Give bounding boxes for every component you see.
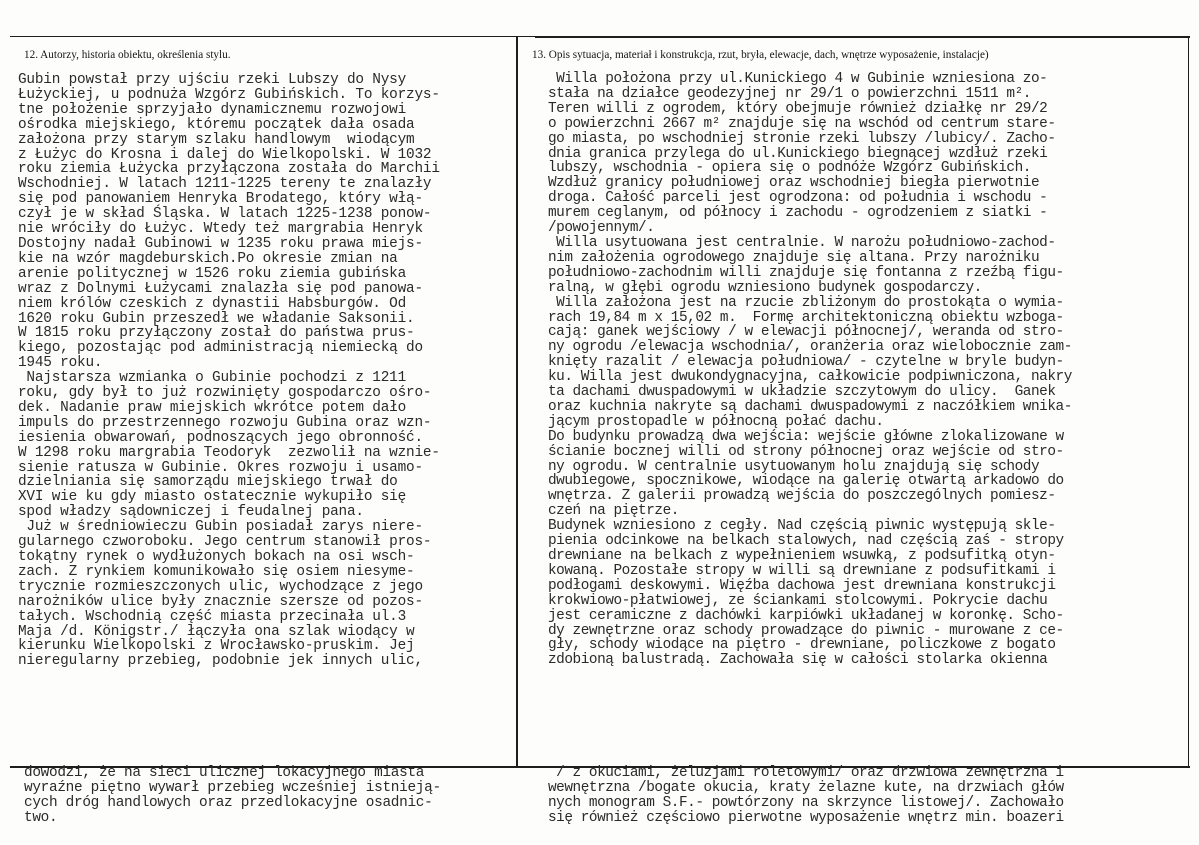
right-frame-line bbox=[1188, 36, 1189, 766]
section-12-title: 12. Autorzy, historia obiektu, określenia stylu. bbox=[24, 49, 231, 61]
section-13-title: 13. Opis sytuacja, materiał i konstrukcja, rzut, bryła, elewacje, dach, wnętrze wyposażenie, instalacje) bbox=[532, 49, 989, 61]
history-text-block: Gubin powstał przy ujściu rzeki Lubszy do Nysy Łużyckiej, u podnuża Wzgórz Gubińskich. To korzys- tne położenie sprzyjało dynamicznemu rozwojowi ośrodka miejskiego, któremu początek dała osada założona przy starym szlaku handlowym wiodącym z Łużyc do Krosna i dalej do Wielkopolski. W 1032 roku ziemia Łużycka przyłączona została do Marchii Wschodniej. W latach 1211-1225 tereny te znalazły się pod panowaniem Henryka Brodatego, który włą- czył je w skład Śląska. W latach 1225-1238 ponow- nie wróciły do Łużyc. Wtedy też margrabia Henryk Dostojny nadał Gubinowi w 1235 roku prawa miejs- kie na wzór magdeburskich.Po okresie zmian na arenie politycznej w 1526 roku ziemia gubińska wraz z Dolnymi Łużycami znalazła się pod panowa- niem królów czeskich z dynastii Habsburgów. Od 1620 roku Gubin przeszedł we władanie Saksonii. W 1815 roku przyłączony został do państwa prus- kiego, pozostając pod administracją niemiecką do 1945 roku. Najstarsza wzmianka o Gubinie pochodzi z 1211 roku, gdy był to już rozwinięty gospodarczo ośro- dek. Nadanie praw miejskich wkrótce potem dało impuls do przestrzennego rozwoju Gubina oraz wzn- iesienia obwarowań, podnoszących jego obronność. W 1298 roku margrabia Teodoryk zezwolił na wznie- sienie ratusza w Gubinie. Okres rozwoju i usamo- dzielniania się samorządu miejskiego trwał do XVI wie ku gdy miasto ostatecznie wykupiło się spod władzy sądowniczej i feudalnej pana. Już w średniowieczu Gubin posiadał zarys niere- gularnego czworoboku. Jego centrum stanowił pros- tokątny rynek o wydłużonych bokach na osi wsch- zach. Z rynkiem komunikowało się osiem niesyme- trycznie rozmieszczonych ulic, wychodzące z jego narożników ulice były znacznie szersze od pozos- tałych. Wschodnią część miasta przecinała ul.3 Maja /d. Königstr./ łączyła ona szlak wiodący w kierunku Wielkopolski z Wrocławsko-pruskim. Jej nieregularny przebieg, podobnie jek innych ulic, bbox=[18, 72, 440, 670]
description-continuation-text: / z okuciami, żeluzjami roletowymi/ oraz drzwiowa zewnętrzna i wewnętrzna /bogate okucia, kraty żelazne kute, na drzwiach głów nych monogram S.F.- powtórzony na skrzynce listowej/. Zachowało się również częściowo pierwotne wyposażenie wnętrz min. boazeri bbox=[548, 765, 1064, 826]
column-divider bbox=[516, 36, 518, 766]
top-frame-line-right bbox=[535, 36, 1190, 38]
history-continuation-text: dowodzi, że na sieci ulicznej lokacyjnego miasta wyraźne piętno wywarł przebieg wcześniej istnieją- cych dróg handlowych oraz przedlokacyjne osadnic- two. bbox=[24, 765, 441, 826]
description-text-block: Willa położona przy ul.Kunickiego 4 w Gubinie wzniesiona zo- stała na działce geodezyjnej nr 29/1 o powierzchni 1511 m². Teren willi z ogrodem, który obejmuje również działkę nr 29/2 o powierzchni 2667 m² znajduje się na wschód od centrum stare- go miasta, po wschodniej stronie rzeki lubszy /lubicy/. Zacho- dnia granica przylega do ul.Kunickiego biegnącej wzdłuż rzeki lubszy, wschodnia - opiera się o podnóże Wzgórz Gubińskich. Wzdłuż granicy południowej oraz wschodniej biegła pierwotnie droga. Całość parceli jest ogrodzona: od południa i wschodu - murem ceglanym, od północy i zachodu - ogrodzeniem z siatki - /powojennym/. Willa usytuowana jest centralnie. W narożu południowo-zachod- nim założenia ogrodowego znajduje się altana. Przy narożniku południowo-zachodnim willi znajduje się fontanna z rzeźbą figu- ralną, w głębi ogrodu wzniesiono budynek gospodarczy. Willa założona jest na rzucie zbliżonym do prostokąta o wymia- rach 19,84 m x 15,02 m. Formę architektoniczną obiektu wzboga- cają: ganek wejściowy / w elewacji północnej/, weranda od stro- ny ogrodu /elewacja wschodnia/, oranżeria oraz wielobocznie zam- knięty razalit / elewacja południowa/ - czytelne w bryle budyn- ku. Willa jest dwukondygnacyjna, całkowicie podpiwniczona, nakry ta dachami dwuspadowymi w układzie szczytowym do ulicy. Ganek oraz kuchnia nakryte są dachami dwuspadowymi z naczółkiem wnika- jącym prostopadle w północną połać dachu. Do budynku prowadzą dwa wejścia: wejście główne zlokalizowane w ścianie bocznej willi od strony północnej oraz wejście od stro- ny ogrodu. W centralnie usytuowanym holu znajdują się schody dwubiegowe, spocznikowe, wiodące na galerię otwartą arkadowo do wnętrza. Z galerii prowadzą wejścia do poszczególnych pomiesz- czeń na piętrze. Budynek wzniesiono z cegły. Nad częścią piwnic występują skle- pienia odcinkowe na belkach stalowych, nad częścią zaś - stropy drewniane na belkach z wypełnieniem wsuwką, z podsufitką otyn- kowaną. Pozostałe stropy w willi są drewniane z podsufitkami i podłogami deskowymi. Więźba dachowa jest drewniana konstrukcji krokwiowo-płatwiowej, ze ściankami stolcowymi. Pokrycie dachu jest ceramiczne z dachówki karpiówki układanej w koronkę. Scho- dy zewnętrzne oraz schody prowadzące do piwnic - murowane z ce- gły, schody wiodące na piętro - drewniane, policzkowe z bogato zdobioną balustradą. Zachowała się w całości stolarka okienna bbox=[548, 71, 1072, 669]
